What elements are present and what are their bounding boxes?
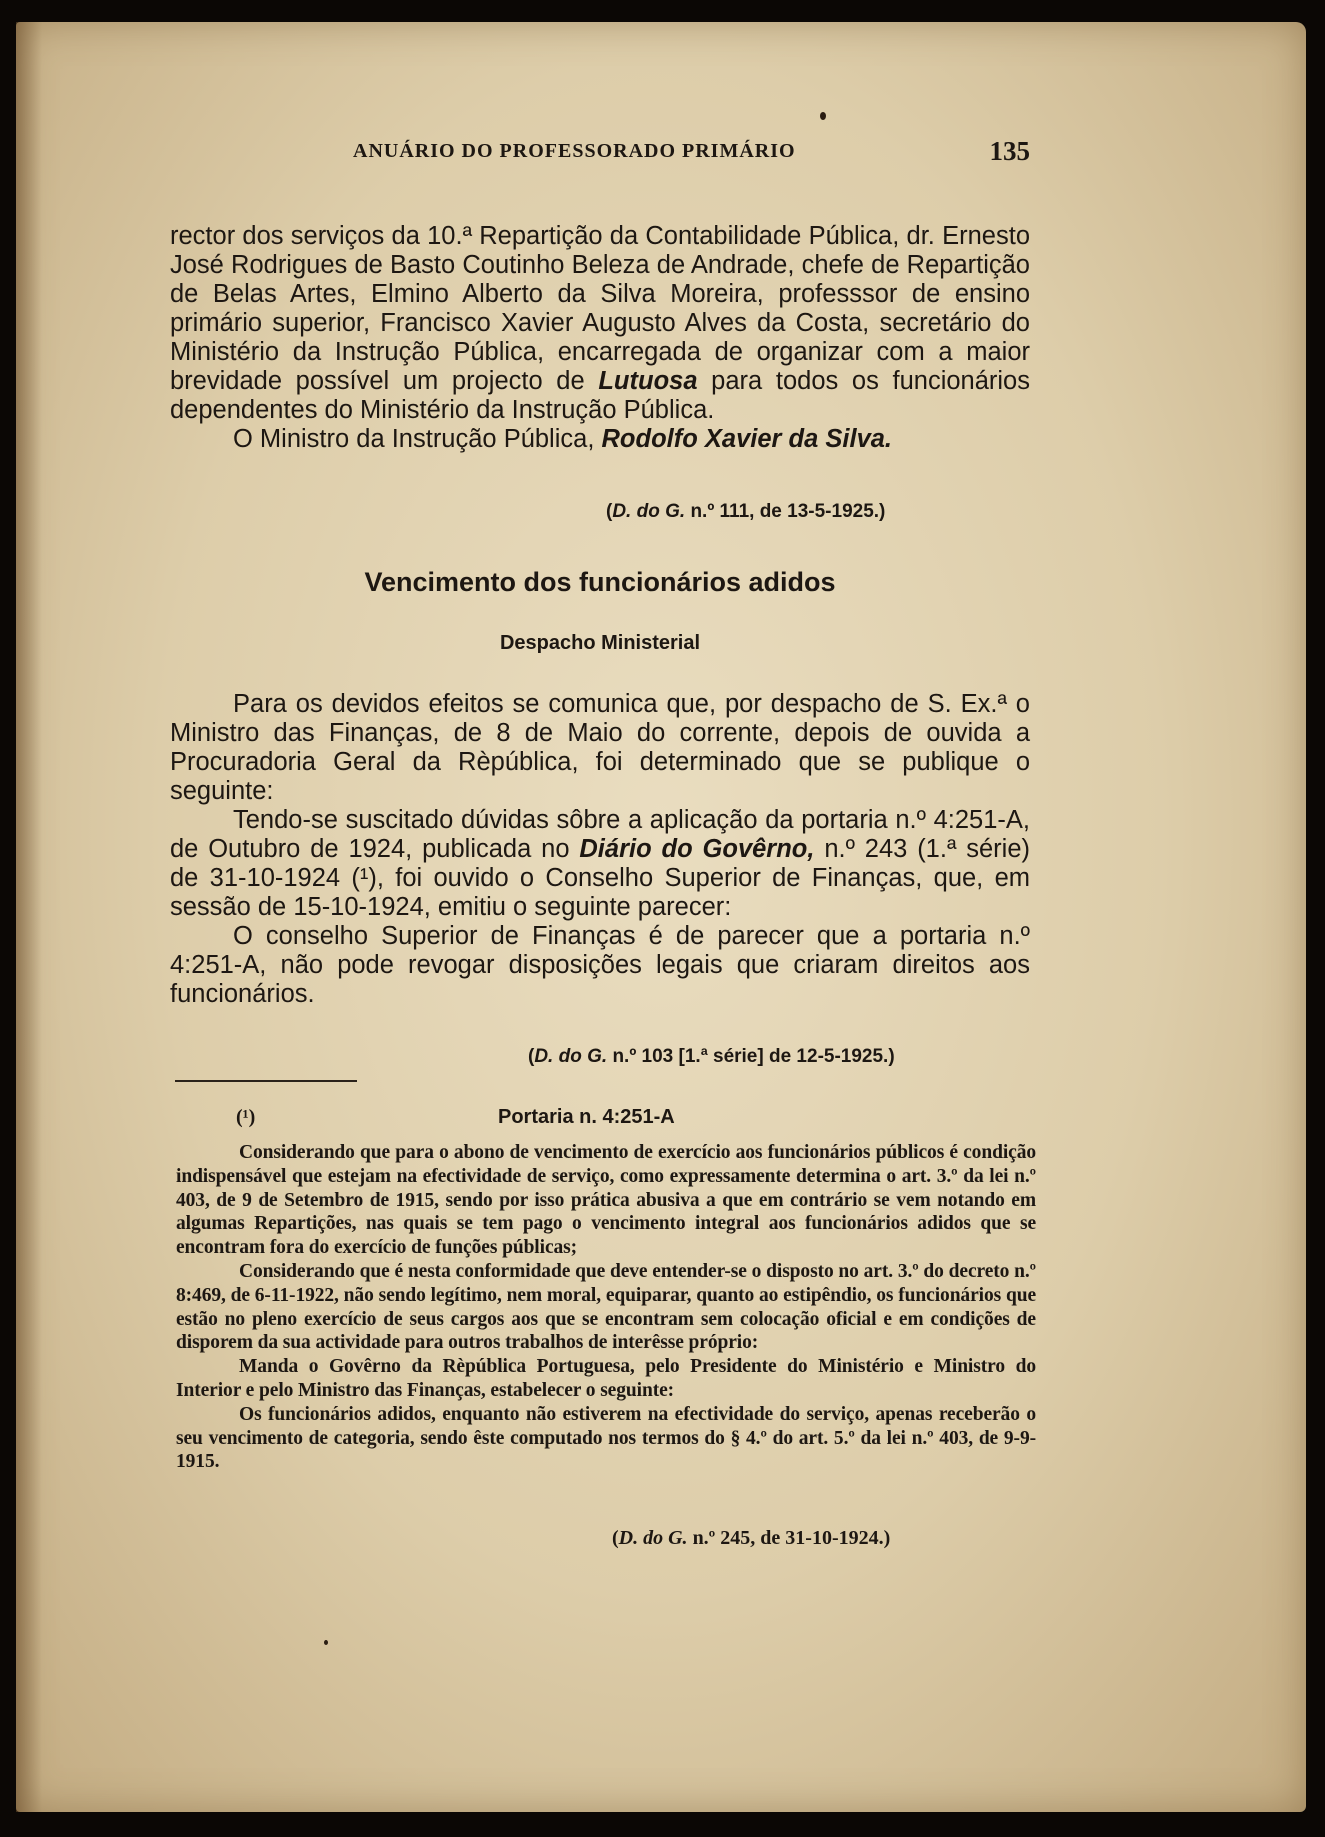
citation-top-rest: n.º 111, de 13-5-1925.) xyxy=(690,501,886,522)
ink-spot xyxy=(820,112,826,120)
citation-footnote-rest: n.º 245, de 31-10-1924.) xyxy=(692,1527,891,1549)
citation-despacho-source: D. do G. xyxy=(534,1046,608,1067)
section-title: Vencimento dos funcionários adidos xyxy=(364,567,836,597)
lutuosa-term: Lutuosa xyxy=(598,367,698,395)
footnote-p1: Considerando que para o abono de vencimento de exercício aos funcionários públicos é condição indispensável que estejam na efectividade de serviço, como expressamente determina o art. 3.º da lei n.º 403, de 9 de Setembro de 1915, sendo por isso prática abusiva a que em contrário se vem notando em algumas Repartições, nas quais se tem pago o vencimento integral aos funcionários adidos que se encontram fora do exercício de funções públicas; xyxy=(176,1142,1036,1259)
despacho-p3: O conselho Superior de Finanças é de parecer que a portaria n.º 4:251-A, não pode revogar disposições legais que criaram direitos aos funcionários. xyxy=(170,922,1030,1008)
ink-spot xyxy=(324,1640,328,1645)
citation-footnote-source: D. do G. xyxy=(618,1527,688,1549)
citation-footnote-open: ( xyxy=(612,1527,619,1549)
signature-prefix: O Ministro da Instrução Pública, xyxy=(233,425,595,453)
footnote-title: Portaria n. 4:251-A xyxy=(498,1106,675,1128)
signature-line xyxy=(170,425,1030,454)
footnote-p4: Os funcionários adidos, enquanto não estiverem na efectividade do serviço, apenas receberão o seu vencimento de categoria, sendo êste computado nos termos do § 4.º do art. 5.º da lei n.º 403, de 9-9-1915. xyxy=(176,1403,1036,1473)
citation-despacho-open: ( xyxy=(528,1046,535,1067)
signature-name: Rodolfo Xavier da Silva. xyxy=(601,425,893,453)
footnote-mark: (¹) xyxy=(236,1106,256,1128)
page-binding-shadow xyxy=(16,22,42,1812)
top-paragraph-end: para todos os funcionários dependentes do Ministério da Instrução Pública. xyxy=(170,367,1030,424)
footnote-divider xyxy=(175,1080,357,1082)
despacho-p2-start: Tendo-se suscitado dúvidas sôbre a aplicação da portaria n.º 4:251-A, de Outubro de 1924, publicada no xyxy=(170,806,1030,863)
citation-footnote xyxy=(612,1527,890,1550)
citation-top xyxy=(606,501,885,523)
despacho-body xyxy=(170,690,1030,1009)
footnote-heading xyxy=(236,1106,1030,1136)
top-paragraph-lines: rector dos serviços da 10.ª Repartição da Contabilidade Pública, dr. Ernesto José Rodrigues de Basto Coutinho Beleza de Andrade, chefe de Repartição de Belas Artes, Elmino Alberto da Silva Moreira, professsor de ensino primário superior, Francisco Xavier Augusto Alves da Costa, secretário do Ministério da Instrução Pública, encarregada de organizar com a maior brevidade possível um projecto de xyxy=(170,222,1030,395)
citation-top-source: D. do G. xyxy=(612,501,686,522)
top-paragraph-text xyxy=(170,222,1030,425)
citation-despacho xyxy=(528,1046,895,1068)
top-paragraph xyxy=(170,222,1030,454)
footnote-p3: Manda o Govêrno da Rèpública Portuguesa, pelo Presidente do Ministério e Ministro do Interior e pelo Ministro das Finanças, estabelecer o seguinte: xyxy=(176,1356,1036,1401)
despacho-p2-end: n.º 243 (1.ª série) de 31-10-1924 (¹), foi ouvido o Conselho Superior de Finanças, que, em sessão de 15-10-1924, emitiu o seguinte parecer: xyxy=(170,835,1031,921)
citation-top-open: ( xyxy=(606,501,613,522)
footnote-p2: Considerando que é nesta conformidade que deve entender-se o disposto no art. 3.º do decreto n.º 8:469, de 6-11-1922, não sendo legítimo, nem moral, equiparar, quanto ao estipêndio, os funcionários que estão no pleno exercício de seus cargos aos que se encontram sem colocação oficial e em condições de disporem da sua actividade para outros trabalhos de interêsse próprio: xyxy=(176,1260,1036,1354)
page-number: 135 xyxy=(989,136,1030,166)
despacho-p1: Para os devidos efeitos se comunica que, por despacho de S. Ex.ª o Ministro das Finanças, de 8 de Maio do corrente, depois de ouvida a Procuradoria Geral da Rèpública, foi determinado que se publique o seguinte: xyxy=(170,690,1030,805)
running-head: ANUÁRIO DO PROFESSORADO PRIMÁRIO xyxy=(353,140,796,162)
despacho-p2 xyxy=(170,806,1030,922)
despacho-p2-source: Diário do Govêrno, xyxy=(579,835,815,863)
citation-despacho-rest: n.º 103 [1.ª série] de 12-5-1925.) xyxy=(612,1046,895,1067)
footnote-body xyxy=(176,1141,1036,1474)
page-header xyxy=(170,136,1030,176)
section-subtitle: Despacho Ministerial xyxy=(499,632,701,654)
